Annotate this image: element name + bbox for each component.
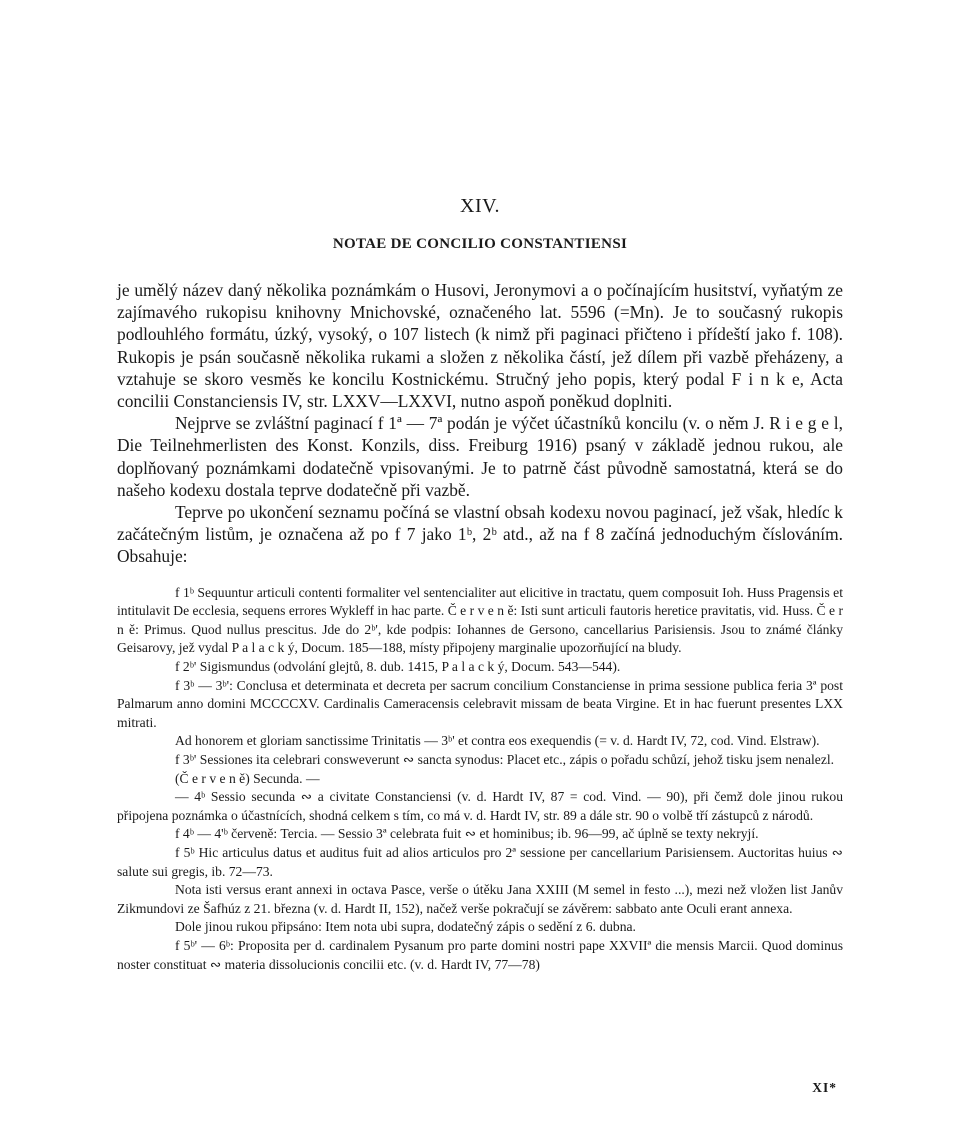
note-paragraph: f 3ᵇ — 3ᵇ': Conclusa et determinata et decreta per sacrum concilium Constanciense in prima sessione publica feria 3ª post Palmarum anno domini MCCCCXV. Cardinalis Cameracensis celebravit missam de beata Virgine. Et in hac fuerunt presentes LXX mitrati. (117, 677, 843, 730)
note-paragraph: f 5ᵇ' — 6ᵇ: Proposita per d. cardinalem Pysanum pro parte domini nostri pape XXVIIª die mensis Marcii. Quod dominus noster constituat ∾ materia dissolucionis concilii etc. (v. d. Hardt IV, 77—78) (117, 937, 843, 972)
body-paragraph: Teprve po ukončení seznamu počíná se vlastní obsah kodexu novou paginací, jež však, hledíc k začátečným listům, je označena až po f 7 jako 1ᵇ, 2ᵇ atd., až na f 8 začíná jednoduchým číslováním. Obsahuje: (117, 502, 843, 567)
printer-signature: XI* (812, 1080, 837, 1095)
note-paragraph: f 5ᵇ Hic articulus datus et auditus fuit ad alios articulos pro 2ª sessione per cancellarium Parisiensem. Auctoritas huius ∾ salute sui gregis, ib. 72—73. (117, 844, 843, 879)
body-paragraph: Nejprve se zvláštní paginací f 1ª — 7ª podán je výčet účastníků koncilu (v. o něm J. R i e g e l, Die Teilnehmerlisten des Konst. Konzils, diss. Freiburg 1916) psaný v základě jednou rukou, ale doplňovaný poznámkami dodatečně vpisovanými. Je to patrně část původně samostatná, která se do našeho kodexu dostala teprve dodatečně při vazbě. (117, 413, 843, 500)
note-paragraph: Nota isti versus erant annexi in octava Pasce, verše o útěku Jana XXIII (M semel in festo ...), mezi než vložen list Janův Zikmundovi ze Šafhúz z 21. března (v. d. Hardt II, 152), načež verše pokračují se závěrem: sabbato ante Oculi erant annexa. (117, 882, 843, 916)
note-paragraph: Dole jinou rukou připsáno: Item nota ubi supra, dodatečný zápis o sedění z 6. dubna. (175, 919, 636, 935)
body-text (117, 279, 843, 568)
chapter-title: NOTAE DE CONCILIO CONSTANTIENSI (332, 236, 628, 252)
page-content (117, 195, 843, 974)
body-paragraph: je umělý název daný několika poznámkám o Husovi, Jeronymovi a o počínajícím husitství, vyňatým ze zajímavého rukopisu knihovny Mnichovské, označeného lat. 5596 (=Mn). Je to současný rukopis podlouhlého formátu, úzký, vysoký, o 107 listech (k nimž při paginaci přičteno i přídeští jako f. 108). Rukopis je psán současně několika rukami a složen z několika částí, jež dílem při vazbě přeházeny, a vztahuje se skoro vesměs ke koncilu Kostnickému. Stručný jeho popis, který podal F i n k e, Acta concilii Constanciensis IV, str. LXXV—LXXVI, nutno aspoň poněkud doplniti. (117, 280, 843, 412)
note-paragraph: f 4ᵇ — 4'ᵇ červeně: Tercia. — Sessio 3ª celebrata fuit ∾ et hominibus; ib. 96—99, ač úplně se texty nekryjí. (175, 826, 759, 842)
manuscript-notes (117, 584, 843, 974)
note-paragraph: — 4ᵇ Sessio secunda ∾ a civitate Constanciensi (v. d. Hardt IV, 87 = cod. Vind. — 90), při čemž dole jinou rukou připojena poznámka o účastnících, shodná celkem s tím, co má v. d. Hardt IV, str. 89 a dále str. 90 o volbě tří zástupců z národů. (117, 789, 843, 823)
note-paragraph: f 3ᵇ' Sessiones ita celebrari consweverunt ∾ sancta synodus: Placet etc., zápis o pořadu schůzí, jehož tisku jsem nenalezl. (175, 751, 835, 767)
note-paragraph: f 1ᵇ Sequuntur articuli contenti formaliter vel sentencialiter aut elicitive in tractatu, quem composuit Ioh. Huss Pragensis et intitulavit De ecclesia, sequens errores Wykleff in hac parte. Č e r v e n ě: Isti sunt articuli fautoris heretice pravitatis, vid. Huss. Č e r n ě: Primus. Quod nullus prescitus. Jde do 2ᵇ', kde podpis: Iohannes de Gersono, cancellarius Parisiensis. Jsou to známé články Geisarovy, jež vydal P a l a c k ý, Docum. 185—188, místy připojeny marginalie upozorňující na bludy. (117, 584, 843, 656)
note-paragraph: (Č e r v e n ě) Secunda. — (175, 770, 320, 786)
note-paragraph: Ad honorem et gloriam sanctissime Trinitatis — 3ᵇ' et contra eos exequendis (= v. d. Hardt IV, 72, cod. Vind. Elstraw). (175, 733, 820, 749)
note-paragraph: f 2ᵇ' Sigismundus (odvolání glejtů, 8. dub. 1415, P a l a c k ý, Docum. 543—544). (175, 659, 621, 675)
chapter-number: XIV. (460, 195, 500, 217)
